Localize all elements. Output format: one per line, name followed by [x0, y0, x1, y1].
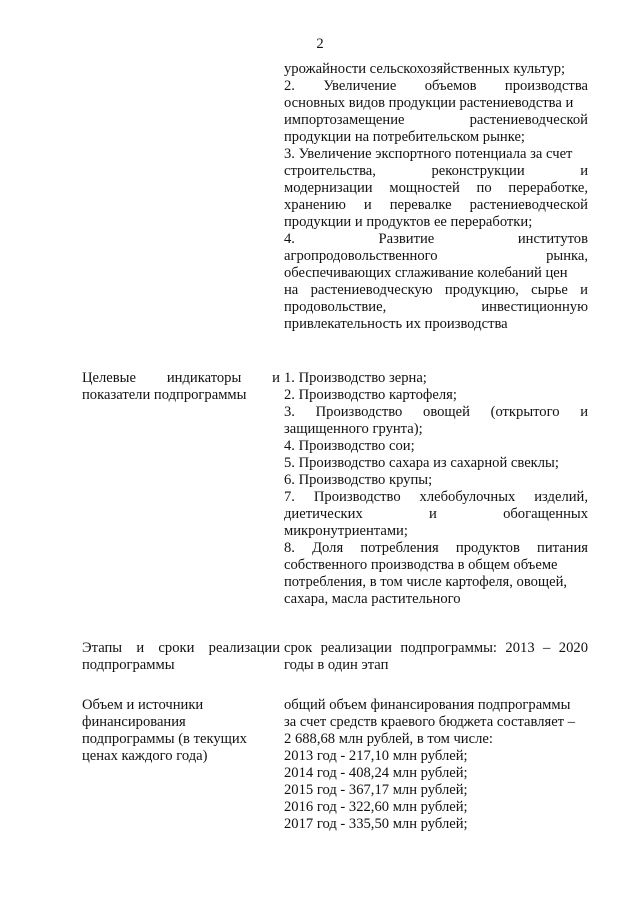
text-line: на растениеводческую продукцию, сырье и	[284, 282, 588, 298]
label-line: финансирования	[82, 714, 186, 730]
text-line: 3. Увеличение экспортного потенциала за счет	[284, 146, 573, 162]
list-item: защищенного грунта);	[284, 421, 423, 437]
stages-value	[284, 640, 588, 674]
label-line: показатели подпрограммы	[82, 387, 247, 403]
text-line: 2013 год - 217,10 млн рублей;	[284, 748, 468, 764]
list-item: 6. Производство крупы;	[284, 472, 433, 488]
text-line: урожайности сельскохозяйственных культур;	[284, 61, 566, 77]
text-line: обеспечивающих сглаживание колебаний цен	[284, 265, 568, 281]
text-line: основных видов продукции растениеводства и	[284, 95, 574, 111]
text-line: 2017 год - 335,50 млн рублей;	[284, 816, 468, 832]
text-line: модернизации мощностей по переработке,	[284, 180, 588, 196]
text-line: общий объем финансирования подпрограммы	[284, 697, 571, 713]
indicators-list	[284, 370, 588, 608]
text-line: годы в один этап	[284, 657, 389, 673]
tasks-continuation	[284, 61, 588, 333]
text-line: продукции на потребительском рынке;	[284, 129, 525, 145]
text-line: 2016 год - 322,60 млн рублей;	[284, 799, 468, 815]
list-item: 1. Производство зерна;	[284, 370, 427, 386]
stages-label	[82, 640, 280, 674]
list-item: диетических и обогащенных	[284, 506, 588, 522]
page-number: 2	[316, 36, 324, 52]
text-line: 2. Увеличение объемов производства	[284, 78, 588, 94]
label-line: Целевые индикаторы и	[82, 370, 280, 386]
list-item: сахара, масла растительного	[284, 591, 461, 607]
text-line: строительства, реконструкции и	[284, 163, 588, 179]
text-line: срок реализации подпрограммы: 2013 – 2020	[284, 640, 588, 656]
list-item: 2. Производство картофеля;	[284, 387, 457, 403]
text-line: импортозамещение растениеводческой	[284, 112, 588, 128]
label-line: Объем и источники	[82, 697, 204, 713]
list-item: микронутриентами;	[284, 523, 408, 539]
funding-value	[284, 697, 588, 833]
indicators-label	[82, 370, 280, 404]
text-line: за счет средств краевого бюджета составляет –	[284, 714, 575, 730]
label-line: Этапы и сроки реализации	[82, 640, 280, 656]
text-line: продовольствие, инвестиционную	[284, 299, 588, 315]
list-item: 4. Производство сои;	[284, 438, 415, 454]
label-line: ценах каждого года)	[82, 748, 208, 764]
list-item: собственного производства в общем объеме	[284, 557, 558, 573]
list-item: 3. Производство овощей (открытого и	[284, 404, 588, 420]
text-line: хранению и перевалке растениеводческой	[284, 197, 588, 213]
text-line: 2014 год - 408,24 млн рублей;	[284, 765, 468, 781]
label-line: подпрограммы	[82, 657, 175, 673]
text-line: 4. Развитие институтов	[284, 231, 588, 247]
text-line: 2015 год - 367,17 млн рублей;	[284, 782, 468, 798]
list-item: 8. Доля потребления продуктов питания	[284, 540, 588, 556]
text-line: привлекательность их производства	[284, 316, 508, 332]
text-line: 2 688,68 млн рублей, в том числе:	[284, 731, 493, 747]
list-item: 7. Производство хлебобулочных изделий,	[284, 489, 588, 505]
list-item: 5. Производство сахара из сахарной свеклы;	[284, 455, 559, 471]
label-line: подпрограммы (в текущих	[82, 731, 247, 747]
funding-label	[82, 697, 280, 765]
text-line: продукции и продуктов ее переработки;	[284, 214, 533, 230]
text-line: агропродовольственного рынка,	[284, 248, 588, 264]
list-item: потребления, в том числе картофеля, овощей,	[284, 574, 568, 590]
